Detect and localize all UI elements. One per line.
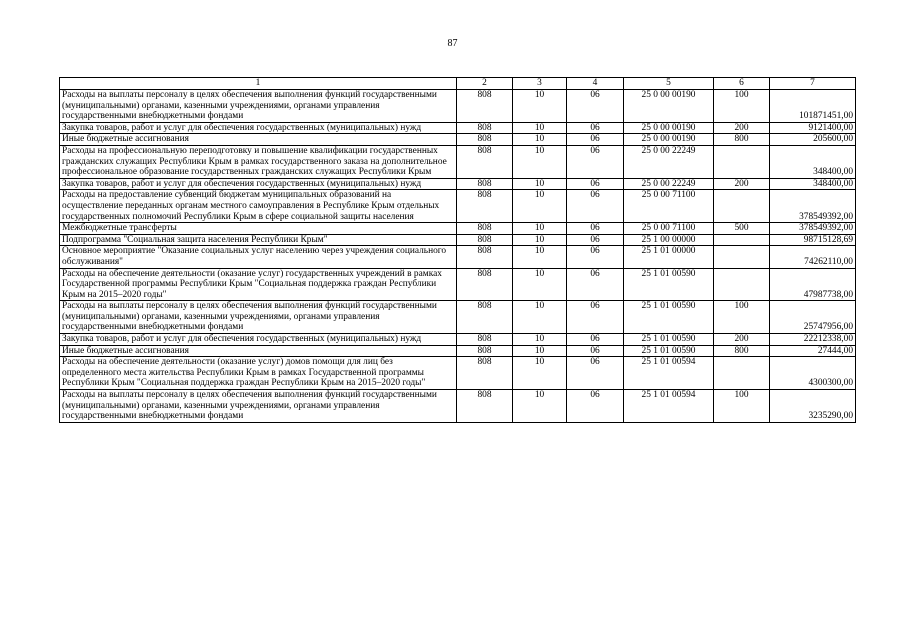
expense-type-code: 200: [714, 178, 770, 190]
expense-name: Закупка товаров, работ и услуг для обеспечения государственных (муниципальных) нужд: [60, 122, 457, 134]
subsection-code: 06: [567, 234, 624, 246]
expense-type-code: [714, 190, 770, 223]
amount: 25747956,00: [770, 301, 856, 334]
section-code: 10: [513, 122, 567, 134]
target-article-code: 25 1 01 00594: [624, 390, 714, 423]
section-code: 10: [513, 246, 567, 268]
target-article-code: 25 0 00 00190: [624, 122, 714, 134]
amount: 9121400,00: [770, 122, 856, 134]
expense-type-code: [714, 357, 770, 390]
target-article-code: 25 0 00 00190: [624, 90, 714, 123]
ministry-code: 808: [457, 334, 513, 346]
table-header-row: [60, 78, 856, 90]
section-code: 10: [513, 357, 567, 390]
amount: 4300300,00: [770, 357, 856, 390]
amount: 101871451,00: [770, 90, 856, 123]
section-code: 10: [513, 268, 567, 301]
expense-name: Расходы на выплаты персоналу в целях обеспечения выполнения функций государственными (муниципальными) органами, казенными учреждениями, органами управления государственными внебюджетными фондами: [60, 90, 457, 123]
table-row: [60, 268, 856, 301]
ministry-code: 808: [457, 301, 513, 334]
expense-name: Расходы на предоставление субвенций бюджетам муниципальных образований на осуществление переданных органам местного самоуправления в Республике Крым отдельных государственных полномочий Республики Крым в сфере социальной защиты населения: [60, 190, 457, 223]
ministry-code: 808: [457, 390, 513, 423]
table-row: [60, 122, 856, 134]
table-row: [60, 223, 856, 235]
table-row: [60, 390, 856, 423]
ministry-code: 808: [457, 234, 513, 246]
amount: 74262110,00: [770, 246, 856, 268]
ministry-code: 808: [457, 145, 513, 178]
expense-name: Закупка товаров, работ и услуг для обеспечения государственных (муниципальных) нужд: [60, 334, 457, 346]
table-row: [60, 246, 856, 268]
expense-type-code: 800: [714, 134, 770, 146]
target-article-code: 25 0 00 00190: [624, 134, 714, 146]
subsection-code: 06: [567, 223, 624, 235]
amount: 378549392,00: [770, 190, 856, 223]
expense-type-code: [714, 246, 770, 268]
target-article-code: 25 1 01 00590: [624, 301, 714, 334]
expense-type-code: 500: [714, 223, 770, 235]
subsection-code: 06: [567, 246, 624, 268]
subsection-code: 06: [567, 134, 624, 146]
section-code: 10: [513, 145, 567, 178]
amount: 205600,00: [770, 134, 856, 146]
expense-name: Подпрограмма "Социальная защита населения Республики Крым": [60, 234, 457, 246]
ministry-code: 808: [457, 90, 513, 123]
expense-name: Расходы на профессиональную переподготовку и повышение квалификации государственных гражданских служащих Республики Крым в рамках государственного заказа на дополнительное профессиональное образование государственных гражданских служащих Республики Крым: [60, 145, 457, 178]
target-article-code: 25 0 00 22249: [624, 178, 714, 190]
table-row: [60, 334, 856, 346]
target-article-code: 25 0 00 71100: [624, 190, 714, 223]
column-header: 4: [567, 78, 624, 90]
expense-name: Расходы на выплаты персоналу в целях обеспечения выполнения функций государственными (муниципальными) органами, казенными учреждениями, органами управления государственными внебюджетными фондами: [60, 390, 457, 423]
subsection-code: 06: [567, 145, 624, 178]
section-code: 10: [513, 178, 567, 190]
expense-name: Расходы на обеспечение деятельности (оказание услуг) государственных учреждений в рамках Государственной программы Республики Крым "Социальная поддержка граждан Республики Крым на 2015–2020 годы": [60, 268, 457, 301]
ministry-code: 808: [457, 190, 513, 223]
subsection-code: 06: [567, 390, 624, 423]
amount: 47987738,00: [770, 268, 856, 301]
column-header: 7: [770, 78, 856, 90]
table-row: [60, 190, 856, 223]
amount: 27444,00: [770, 345, 856, 357]
ministry-code: 808: [457, 223, 513, 235]
amount: 22212338,00: [770, 334, 856, 346]
expense-type-code: 100: [714, 301, 770, 334]
target-article-code: 25 1 01 00590: [624, 334, 714, 346]
expense-type-code: 100: [714, 390, 770, 423]
target-article-code: 25 0 00 71100: [624, 223, 714, 235]
ministry-code: 808: [457, 134, 513, 146]
section-code: 10: [513, 134, 567, 146]
target-article-code: 25 1 00 00000: [624, 234, 714, 246]
expense-type-code: [714, 145, 770, 178]
expense-name: Иные бюджетные ассигнования: [60, 134, 457, 146]
ministry-code: 808: [457, 178, 513, 190]
table-row: [60, 134, 856, 146]
section-code: 10: [513, 190, 567, 223]
section-code: 10: [513, 234, 567, 246]
amount: 378549392,00: [770, 223, 856, 235]
page-number: 87: [447, 38, 458, 49]
amount: 98715128,69: [770, 234, 856, 246]
column-header: 5: [624, 78, 714, 90]
ministry-code: 808: [457, 268, 513, 301]
section-code: 10: [513, 301, 567, 334]
expense-type-code: 200: [714, 334, 770, 346]
subsection-code: 06: [567, 122, 624, 134]
target-article-code: 25 1 01 00590: [624, 268, 714, 301]
amount: 348400,00: [770, 145, 856, 178]
table-row: [60, 357, 856, 390]
expense-name: Межбюджетные трансферты: [60, 223, 457, 235]
target-article-code: 25 0 00 22249: [624, 145, 714, 178]
table-row: [60, 178, 856, 190]
amount: 348400,00: [770, 178, 856, 190]
amount: 3235290,00: [770, 390, 856, 423]
subsection-code: 06: [567, 90, 624, 123]
table-row: [60, 234, 856, 246]
table-row: [60, 301, 856, 334]
target-article-code: 25 1 01 00000: [624, 246, 714, 268]
subsection-code: 06: [567, 334, 624, 346]
section-code: 10: [513, 223, 567, 235]
expense-name: Основное мероприятие "Оказание социальных услуг населению через учреждения социального обслуживания": [60, 246, 457, 268]
budget-table: [59, 77, 856, 423]
section-code: 10: [513, 345, 567, 357]
table-row: [60, 145, 856, 178]
expense-name: Закупка товаров, работ и услуг для обеспечения государственных (муниципальных) нужд: [60, 178, 457, 190]
column-header: 6: [714, 78, 770, 90]
section-code: 10: [513, 90, 567, 123]
ministry-code: 808: [457, 246, 513, 268]
subsection-code: 06: [567, 301, 624, 334]
expense-type-code: [714, 234, 770, 246]
ministry-code: 808: [457, 122, 513, 134]
subsection-code: 06: [567, 357, 624, 390]
subsection-code: 06: [567, 345, 624, 357]
column-header: 1: [60, 78, 457, 90]
target-article-code: 25 1 01 00590: [624, 345, 714, 357]
expense-type-code: [714, 268, 770, 301]
expense-name: Расходы на обеспечение деятельности (оказание услуг) домов помощи для лиц без определенного места жительства Республики Крым в рамках Государственной программы Республики Крым "Социальная поддержка граждан Республики Крым на 2015–2020 годы": [60, 357, 457, 390]
expense-name: Расходы на выплаты персоналу в целях обеспечения выполнения функций государственными (муниципальными) органами, казенными учреждениями, органами управления государственными внебюджетными фондами: [60, 301, 457, 334]
column-header: 2: [457, 78, 513, 90]
ministry-code: 808: [457, 357, 513, 390]
expense-type-code: 800: [714, 345, 770, 357]
expense-type-code: 200: [714, 122, 770, 134]
subsection-code: 06: [567, 268, 624, 301]
expense-name: Иные бюджетные ассигнования: [60, 345, 457, 357]
expense-type-code: 100: [714, 90, 770, 123]
section-code: 10: [513, 334, 567, 346]
column-header: 3: [513, 78, 567, 90]
table-row: [60, 90, 856, 123]
section-code: 10: [513, 390, 567, 423]
target-article-code: 25 1 01 00594: [624, 357, 714, 390]
ministry-code: 808: [457, 345, 513, 357]
table-row: [60, 345, 856, 357]
subsection-code: 06: [567, 178, 624, 190]
subsection-code: 06: [567, 190, 624, 223]
